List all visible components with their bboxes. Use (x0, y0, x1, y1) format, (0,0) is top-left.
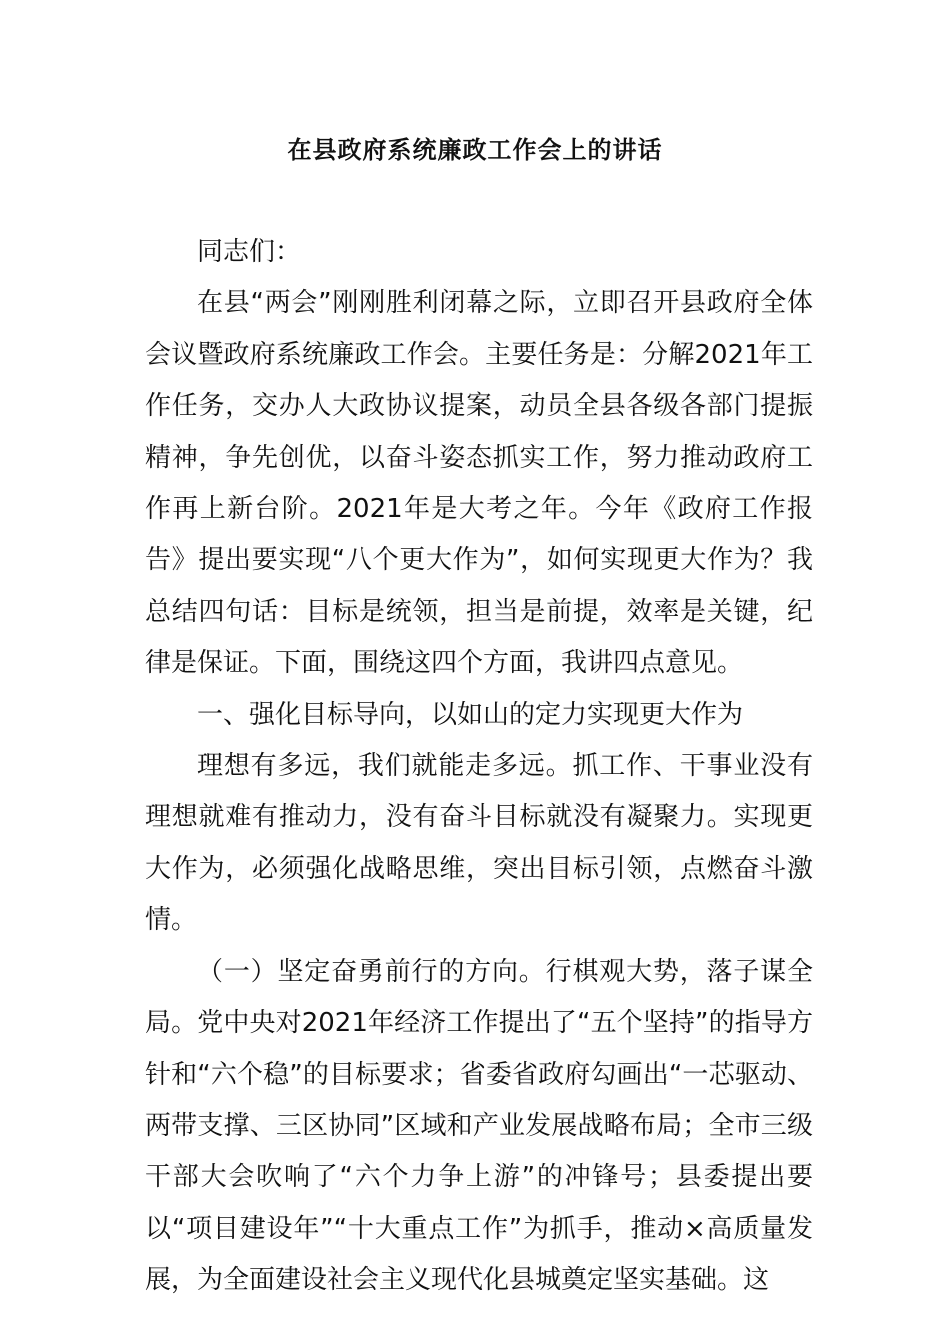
paragraph-intro: 在县“两会”刚刚胜利闭幕之际，立即召开县政府全体会议暨政府系统廉政工作会。主要任务是：分解2021年工作任务，交办人大政协议提案，动员全县各级各部门提振精神，争先创优，以奋斗姿态抓实工作，努力推动政府工作再上新台阶。2021年是大考之年。今年《政府工作报告》提出要实现“八个更大作为”，如何实现更大作为？我总结四句话：目标是统领，担当是前提，效率是关键，纪律是保证。下面，围绕这四个方面，我讲四点意见。 (145, 288, 813, 679)
salutation: 同志们： (197, 237, 302, 267)
paragraph-ideals: 理想有多远，我们就能走多远。抓工作、干事业没有理想就难有推动力，没有奋斗目标就没有凝聚力。实现更大作为，必须强化战略思维，突出目标引领，点燃奋斗激情。 (145, 751, 813, 936)
section-heading-1: 一、强化目标导向，以如山的定力实现更大作为 (197, 699, 744, 730)
paragraph-subsection-1: （一）坚定奋勇前行的方向。行棋观大势，落子谋全局。党中央对2021年经济工作提出了“五个坚持”的指导方针和“六个稳”的目标要求；省委省政府勾画出“一芯驱动、两带支撑、三区协同”区域和产业发展战略布局；全市三级干部大会吹响了“六个力争上游”的冲锋号；县委提出要以“项目建设年”“十大重点工作”为抓手，推动×高质量发展，为全面建设社会主义现代化县城奠定坚实基础。这 (145, 956, 813, 1296)
document-title: 在县政府系统廉政工作会上的讲话 (287, 136, 663, 164)
document-body (145, 227, 813, 1307)
